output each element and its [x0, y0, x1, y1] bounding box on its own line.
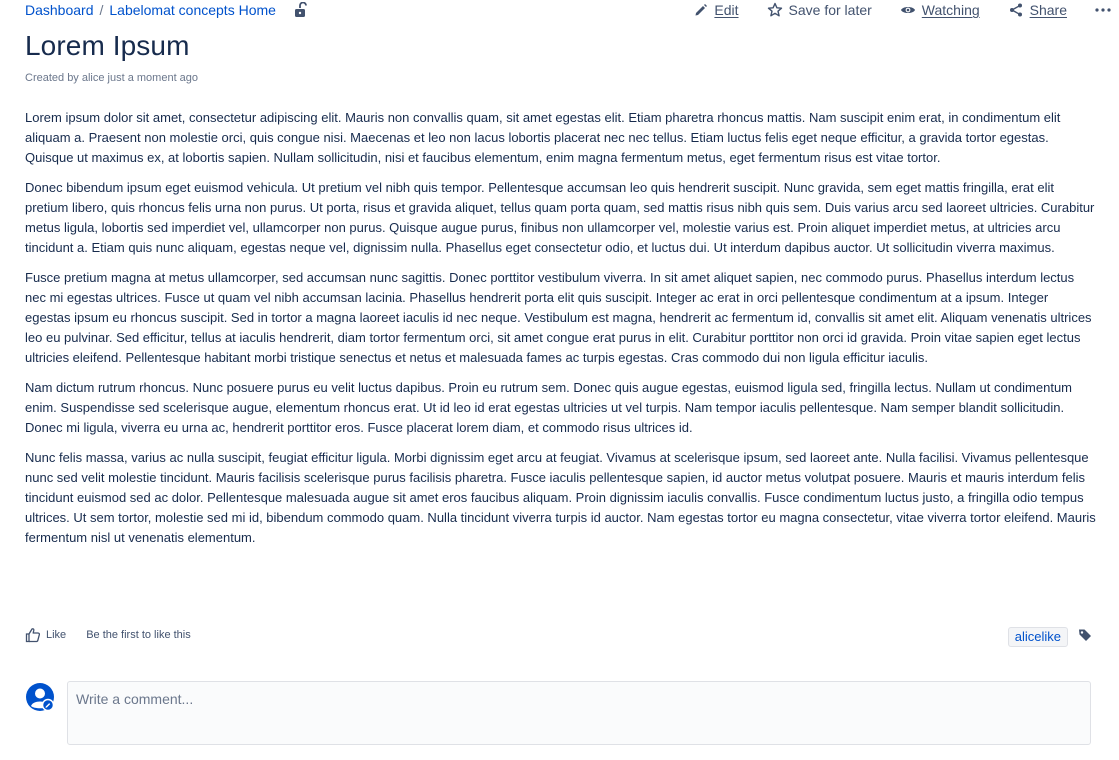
watching-button[interactable]: [900, 2, 980, 18]
likes-section: [25, 627, 191, 643]
more-actions-button[interactable]: [1095, 7, 1111, 13]
comment-input[interactable]: Write a comment...: [67, 681, 1091, 745]
paragraph: Nunc felis massa, varius ac nulla suscipit, feugiat efficitur ligula. Morbi dignissim eget arcu at feugiat. Vivamus at scelerisque ipsum, sed laoreet ante. Nulla facilisi. Vivamus pellentesque nunc sed velit molestie tincidunt. Mauris facilisis scelerisque purus facilisis pharetra. Fusce iaculis pellentesque sapien, id auctor metus volutpat posuere. Mauris et mauris interdum felis tincidunt euismod sed ac dolor. Pellentesque malesuada augue sit amet eros faucibus aliquam. Proin dignissim iaculis convallis. Fusce condimentum luctus justo, a fringilla odio tempus ultrices. Ut sem tortor, molestie sed mi id, bibendum commodo quam. Nulla tincidunt viverra turpis id auctor. Nam egestas tortor eu magna consectetur, vitae viverra tortor eleifend. Mauris fermentum nisl ut venenatis elementum.: [25, 450, 1096, 545]
tag-icon[interactable]: [1078, 628, 1092, 647]
breadcrumb: [25, 2, 308, 21]
avatar: [25, 682, 55, 712]
thumbs-up-icon: [25, 627, 41, 643]
paragraph: Nam dictum rutrum rhoncus. Nunc posuere purus eu velit luctus dapibus. Proin eu rutrum sem. Donec quis augue egestas, euismod ligula sed, fringilla lectus. Nullam ut condimentum enim. Suspendisse sed scelerisque augue, elementum rhoncus erat. Ut id leo id erat egestas ultricies ut vel turpis. Nam tempor iaculis pellentesque. Nam semper blandit sollicitudin. Donec mi ligula, viverra eu urna ac, hendrerit porttitor eros. Fusce placerat lorem diam, et commodo risus ultrices id.: [25, 380, 1073, 435]
breadcrumb-space-home[interactable]: Labelomat concepts Home: [109, 2, 276, 18]
like-label: Like: [46, 629, 67, 641]
like-note: Be the first to like this: [86, 629, 191, 641]
user-avatar-icon: [25, 682, 55, 712]
page-byline: Created by alice just a moment ago: [25, 72, 199, 84]
paragraph: Fusce pretium magna at metus ullamcorper, sed accumsan nunc sagittis. Donec porttitor vestibulum viverra. In sit amet aliquet sapien, nec commodo purus. Phasellus interdum lectus nec mi egestas ultrices. Fusce ut quam vel nibh accumsan lacinia. Phasellus hendrerit porta elit quis suscipit. Integer ac erat in orci pellentesque condimentum at a ipsum. Integer egestas ipsum eu rhoncus suscipit. Sed in tortor a magna laoreet iaculis id nec neque. Vestibulum est magna, hendrerit ac fermentum id, convallis sit amet elit. Aliquam venenatis ultrices leo eu pulvinar. Sed efficitur, tellus at iaculis hendrerit, diam tortor fermentum orci, sit amet congue erat purus in elit. Curabitur porttitor non orci id gravida. Proin vitae sapien eget lectus ultricies eleifend. Pellentesque habitant morbi tristique senectus et netus et malesuada fames ac turpis egestas. Cras commodo dui non ligula efficitur iaculis.: [25, 270, 1092, 365]
page-title: Lorem Ipsum: [25, 30, 190, 61]
eye-icon: [900, 2, 916, 18]
pencil-icon: [694, 3, 708, 17]
save-for-later-button[interactable]: [767, 2, 872, 18]
top-bar: [25, 0, 1119, 22]
share-label: Share: [1029, 2, 1067, 18]
save-for-later-label: Save for later: [788, 2, 872, 18]
label-tag[interactable]: alicelike: [1008, 627, 1068, 647]
labels-section: [1008, 627, 1092, 647]
breadcrumb-dashboard[interactable]: Dashboard: [25, 2, 94, 18]
paragraph: Lorem ipsum dolor sit amet, consectetur adipiscing elit. Mauris non convallis quam, sit amet egestas elit. Etiam pharetra rhoncus mattis. Nam suscipit enim erat, in condimentum elit aliquam a. Praesent non molestie orci, quis congue nisi. Maecenas et leo non lacus lobortis placerat nec nec tellus. Etiam luctus felis eget neque efficitur, a gravida tortor egestas. Quisque ut maximus ex, at lobortis sapien. Nullam sollicitudin, nisi et faucibus elementum, enim magna fermentum metus, eget fermentum risus est vitae tortor.: [25, 110, 1061, 165]
edit-label: Edit: [714, 2, 739, 18]
share-icon: [1008, 2, 1024, 18]
breadcrumb-separator: /: [99, 2, 104, 18]
watching-label: Watching: [921, 2, 980, 18]
star-icon: [767, 2, 783, 18]
paragraph: Donec bibendum ipsum eget euismod vehicula. Ut pretium vel nibh quis tempor. Pellentesque accumsan leo quis hendrerit suscipit. Nunc gravida, sem eget mattis fringilla, erat elit pretium libero, quis rhoncus felis urna non purus. Ut porta, risus et gravida aliquet, tellus quam porta quam, sed mattis risus nibh quis sem. Duis varius arcu sed laoreet ultricies. Curabitur metus ligula, lobortis sed imperdiet vel, ullamcorper non purus. Quisque augue purus, finibus non ullamcorper vel, molestie varius est. Proin aliquet imperdiet metus, at ultricies arcu tincidunt a. Etiam quis nunc aliquam, egestas neque vel, dignissim nulla. Phasellus eget consectetur odio, et luctus dui. Ut interdum dapibus auctor. Ut sollicitudin viverra maximus.: [25, 180, 1095, 255]
more-icon: [1095, 7, 1111, 13]
page-actions: [694, 0, 1119, 20]
edit-button[interactable]: [694, 2, 738, 18]
share-button[interactable]: [1008, 2, 1067, 18]
unlocked-icon[interactable]: [294, 2, 308, 21]
like-button[interactable]: [25, 627, 66, 643]
page-content: [25, 108, 1097, 558]
